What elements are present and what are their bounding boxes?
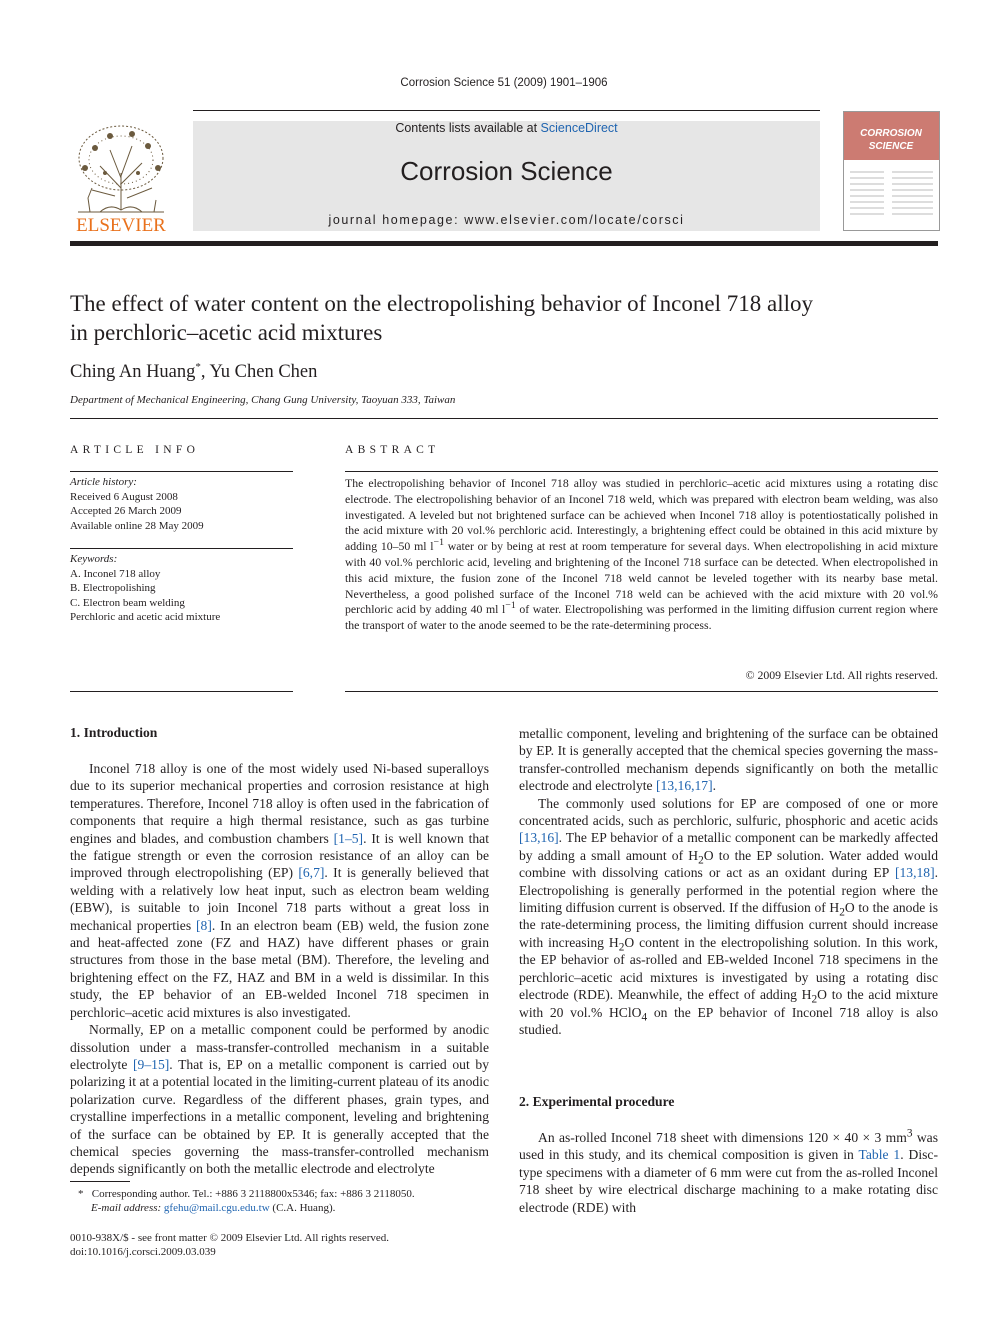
keyword: C. Electron beam welding xyxy=(70,596,185,609)
elsevier-wordmark: ELSEVIER xyxy=(76,215,166,236)
online-date: Available online 28 May 2009 xyxy=(70,519,204,532)
title-block-rule xyxy=(70,418,938,419)
article-title-line-1: The effect of water content on the electropolishing behavior of Inconel 718 alloy xyxy=(70,291,813,316)
affiliation: Department of Mechanical Engineering, Chang Gung University, Taoyuan 333, Taiwan xyxy=(70,394,456,406)
journal-reference: Corrosion Science 51 (2009) 1901–1906 xyxy=(400,77,608,89)
cover-title-1: CORROSION xyxy=(860,128,922,139)
contents-prefix: Contents lists available at xyxy=(395,121,541,135)
email-label: E-mail address: xyxy=(91,1202,162,1214)
journal-homepage[interactable]: journal homepage: www.elsevier.com/locate/corsci xyxy=(328,213,685,227)
author-separator: , xyxy=(200,362,210,382)
keywords-rule xyxy=(70,548,293,549)
citation-link[interactable]: [1–5] xyxy=(333,830,364,846)
accepted-date: Accepted 26 March 2009 xyxy=(70,505,182,517)
abstract-text: The electropolishing behavior of Inconel 718 alloy was studied in perchloric–acetic acid mixtures using a rotating disc electrode. The electropolishing behavior of an Inconel 718 weld, which was prepared with electron beam welding, was also investigated. A leveled but not brightened surface can be achieved when Inconel 718 alloy is potentiostatically polished in the acid mixture with 20 vol.% perchloric acid. Interestingly, a brightening effect could be obtained in this acid mixture by adding 10–50 ml $l^{-1}$ water or by being at rest at room temperature for several days. When electropolishing in acid mixture with 40 vol.% perchloric acid, leveling and brightening of the Inconel 718 surface can be detected. When electropolished in this acid mixture, the fusion zone of the Inconel 718 weld cannot be leveled together with its nearby base metal. Nevertheless, a good polished surface of the Inconel 718 weld can be achieved with the acid mixture with 20 vol.% perchloric acid by adding 40 ml $l^{-1}$ of water. Electropolishing was performed in the limiting diffusion current region where the transport of water to the anode seemed to be the rate-determining process. xyxy=(345,476,939,633)
citation-link[interactable]: [6,7] xyxy=(298,865,325,881)
history-label: Article history: xyxy=(70,476,137,488)
abstract-heading: ABSTRACT xyxy=(345,444,440,456)
journal-name: Corrosion Science xyxy=(400,156,613,186)
corresponding-footnote xyxy=(78,1187,498,1215)
table-link[interactable]: Table 1 xyxy=(858,1147,901,1163)
header-top-rule xyxy=(193,110,820,111)
section-experimental-heading: 2. Experimental procedure xyxy=(519,1094,675,1109)
corresponding-author-mark[interactable]: * xyxy=(195,360,201,373)
publication-footer xyxy=(70,1231,510,1259)
author-chen[interactable]: Yu Chen Chen xyxy=(209,362,318,382)
author-huang[interactable]: Ching An Huang xyxy=(70,362,196,382)
section-introduction-heading: 1. Introduction xyxy=(70,725,158,740)
experimental-column xyxy=(519,1129,938,1216)
article-history xyxy=(70,475,293,533)
right-column-flow xyxy=(519,725,938,1038)
article-info-rule xyxy=(70,471,293,472)
footnote-rule xyxy=(70,1181,130,1182)
experimental-paragraph-1: An as-rolled Inconel 718 sheet with dimensions 120 × 40 × 3 $mm^3$ was used in this study, and its chemical composition is given in Table 1. Disc-type specimens with a diameter of 6 mm were cut from the as-rolled Inconel 718 sheet by wire electrical discharge machining to a make rotating disc electrode (RDE) with xyxy=(519,1127,938,1215)
intro-paragraph-2: Normally, EP on a metallic component could be performed by anodic dissolution under a mass-transfer-controlled mechanism in a suitable electrolyte [9–15]. That is, EP on a metallic component is carried out by polarizing it at a potential located in the limiting-current plateau of its anodic polarization curve. Regardless of the different phases, grain types, and crystalline imperfections in a metallic component, leveling and brightening of the surface can be obtained by EP. It is generally accepted that the chemical species governing the mass-transfer-controlled mechanism depends significantly on both the metallic electrode and electrolyte xyxy=(70,1022,490,1177)
issn-line: 0010-938X/$ - see front matter © 2009 Elsevier Ltd. All rights reserved. xyxy=(70,1232,390,1244)
elsevier-logo xyxy=(70,118,172,236)
citation-link[interactable]: [13,16,17] xyxy=(656,778,713,794)
article-title xyxy=(70,289,950,347)
article-title-line-2: in perchloric–acetic acid mixtures xyxy=(70,320,383,345)
keyword: Perchloric and acetic acid mixture xyxy=(70,611,221,623)
keywords xyxy=(70,552,293,625)
email-link[interactable]: gfehu@mail.cgu.edu.tw xyxy=(163,1202,270,1214)
intro-paragraph-3: The commonly used solutions for EP are composed of one or more concentrated acids, such as perchloric, sulfuric, phosphoric and acetic acids [13,16]. The EP behavior of a metallic component can be markedly affected by adding a small amount of $H_2O$ to the EP solution. Water added would combine with dissolving cations or act as an oxidant during EP [13,18]. Electropolishing is generally performed in the potential region where the limiting diffusion current is observed. If the diffusion of $H_2O$ to the anode is the rate-determining process, the limiting diffusion current should increase with increasing $H_2O$ content in the electropolishing solution. In this work, the EP behavior of as-rolled and EB-welded Inconel 718 specimens in the perchloric–acetic acid mixtures is investigated by using a rotating disc electrode (RDE). Meanwhile, the effect of adding $H_2O$ to the acid mixture with 20 vol.% HClO$_4$ on the EP behavior of Inconel 718 alloy is also studied. xyxy=(519,795,938,1037)
doi-line[interactable]: doi:10.1016/j.corsci.2009.03.039 xyxy=(70,1246,216,1258)
intro-paragraph-1: Inconel 718 alloy is one of the most widely used Ni-based superalloys due to its superior mechanical properties and corrosion resistance at high temperatures. Therefore, Inconel 718 alloy is often used in the fabrication of components that require a high thermal resistance, such as gas turbine engines and blades, and combustion chambers [1–5]. It is well known that the fatigue strength or even the corrosion resistance of an alloy can be improved through electropolishing (EP) [6,7]. It is generally believed that welding with a relatively low heat input, such as electron beam welding (EBW), is suitable to join Inconel 718 parts without a great loss in mechanical properties [8]. In an electron beam (EB) weld, the fusion zone and heat-affected zone (FZ and HAZ) have different phases or grain structures from those in the base metal (BM). Therefore, the leveling and brightening effect on the FZ, HAZ and BM in a weld is dissimilar. In this study, the EP behavior of an EB-welded Inconel 718 specimen in perchloric–acetic acid mixtures is also investigated. xyxy=(70,761,490,1020)
intro-paragraph-2-tail: metallic component, leveling and brightening of the surface can be obtained by EP. It is generally accepted that the chemical species governing the mass-transfer-controlled mechanism depends significantly on both the metallic electrode and electrolyte [13,16,17]. xyxy=(519,726,938,794)
abstract-copyright: © 2009 Elsevier Ltd. All rights reserved. xyxy=(745,668,938,682)
authors xyxy=(70,362,317,383)
citation-link[interactable]: [13,16] xyxy=(519,830,559,846)
introduction-left-column xyxy=(70,760,490,1177)
cover-title-2: SCIENCE xyxy=(868,141,914,152)
article-info-heading: ARTICLE INFO xyxy=(70,444,200,456)
footnote-mark: * xyxy=(78,1188,84,1200)
citation-link[interactable]: [9–15] xyxy=(133,1056,170,1072)
abstract-bottom-rule xyxy=(345,691,938,692)
article-info-bottom-rule xyxy=(70,691,293,692)
journal-cover-thumbnail xyxy=(843,111,940,231)
keyword: A. Inconel 718 alloy xyxy=(70,567,161,580)
keywords-label: Keywords: xyxy=(70,553,118,565)
header-thick-rule xyxy=(70,241,938,246)
contents-line xyxy=(193,121,820,135)
email-owner: (C.A. Huang). xyxy=(269,1202,336,1214)
keyword: B. Electropolishing xyxy=(70,582,156,594)
sciencedirect-link[interactable]: ScienceDirect xyxy=(540,121,618,135)
citation-link[interactable]: [8] xyxy=(196,917,212,933)
citation-link[interactable]: [13,18] xyxy=(894,865,935,881)
received-date: Received 6 August 2008 xyxy=(70,490,178,503)
abstract-rule xyxy=(345,471,938,472)
corresponding-author-note: Corresponding author. Tel.: +886 3 2118800x5346; fax: +886 3 2118050. xyxy=(91,1188,415,1200)
